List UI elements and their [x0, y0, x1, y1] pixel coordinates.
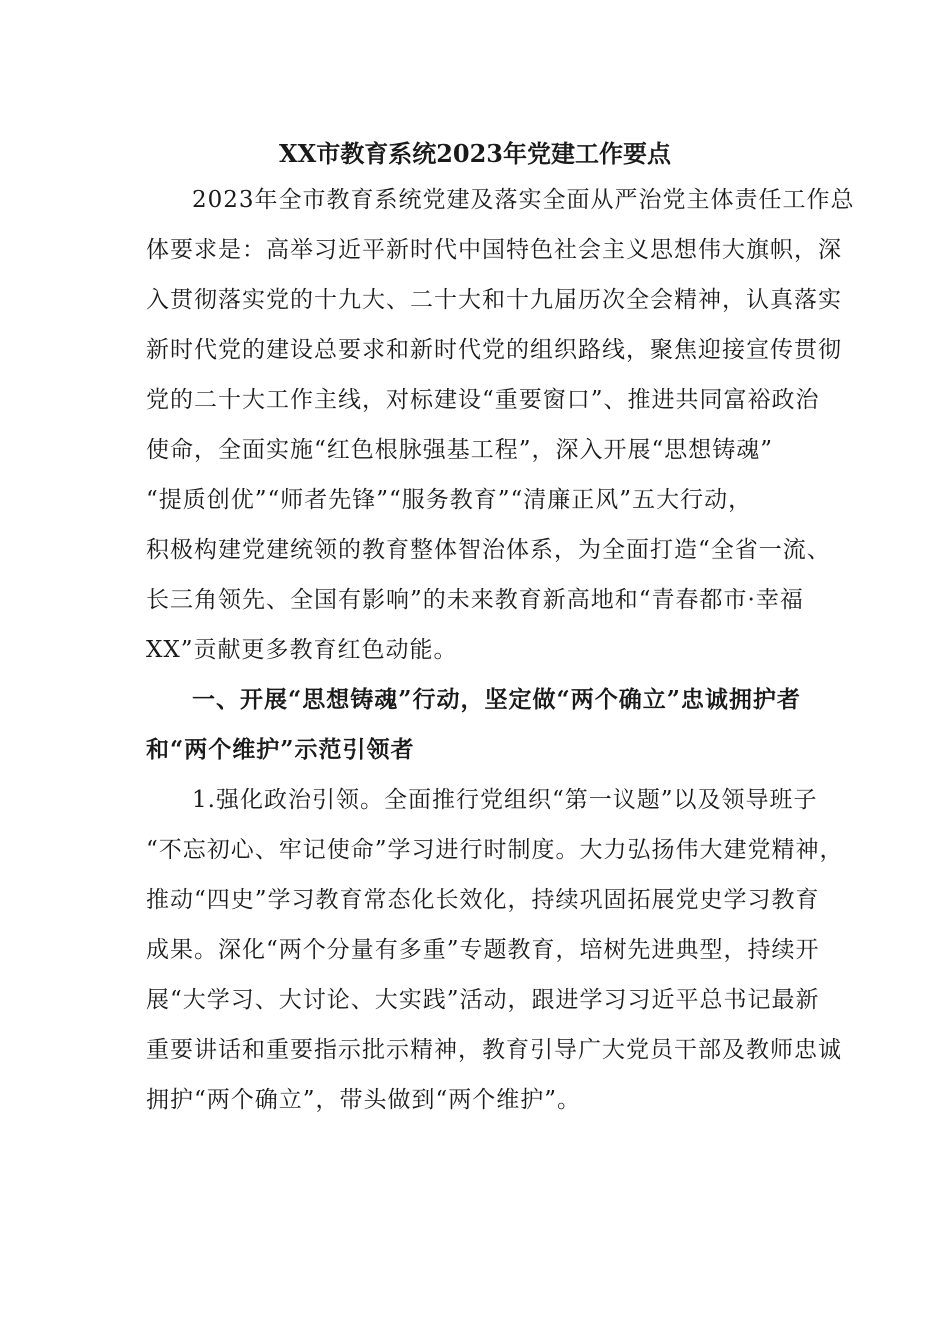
intro-line-7: “提质创优”“师者先锋”“服务教育”“清廉正风”五大行动， [146, 487, 753, 513]
section-heading-line-1: 一、开展“思想铸魂”行动，坚定做“两个确立”忠诚拥护者 [192, 686, 801, 713]
intro-line-2: 体要求是：高举习近平新时代中国特色社会主义思想伟大旗帜，深 [146, 237, 842, 263]
section-heading-line-2: 和“两个维护”示范引领者 [146, 736, 415, 763]
item1-line-7: 拥护“两个确立”，带头做到“两个维护”。 [146, 1087, 582, 1113]
item1-line-2: “不忘初心、牢记使命”学习进行时制度。大力弘扬伟大建党精神， [146, 837, 844, 863]
item1-line-4: 成果。深化“两个分量有多重”专题教育，培树先进典型，持续开 [146, 937, 820, 963]
document-title: XX市教育系统2023年党建工作要点 [278, 139, 672, 168]
intro-line-6: 使命，全面实施“红色根脉强基工程”，深入开展“思想铸魂” [146, 437, 774, 463]
item1-line-3: 推动“四史”学习教育常态化长效化，持续巩固拓展党史学习教育 [146, 887, 820, 913]
item1-line-5: 展“大学习、大讨论、大实践”活动，跟进学习习近平总书记最新 [146, 987, 820, 1013]
intro-line-3: 入贯彻落实党的十九大、二十大和十九届历次全会精神，认真落实 [146, 287, 842, 313]
intro-line-9: 长三角领先、全国有影响”的未来教育新高地和“青春都市·幸福 [146, 587, 804, 613]
item1-line-6: 重要讲话和重要指示批示精神，教育引导广大党员干部及教师忠诚 [146, 1037, 842, 1063]
intro-line-10: XX”贡献更多教育红色动能。 [146, 637, 458, 663]
intro-line-1: 2023年全市教育系统党建及落实全面从严治党主体责任工作总 [192, 187, 855, 213]
intro-line-5: 党的二十大工作主线，对标建设“重要窗口”、推进共同富裕政治 [146, 387, 820, 413]
item1-line-1: 1.强化政治引领。全面推行党组织“第一议题”以及领导班子 [192, 787, 818, 813]
intro-line-4: 新时代党的建设总要求和新时代党的组织路线，聚焦迎接宣传贯彻 [146, 337, 842, 363]
intro-line-8: 积极构建党建统领的教育整体智治体系，为全面打造“全省一流、 [146, 537, 831, 563]
